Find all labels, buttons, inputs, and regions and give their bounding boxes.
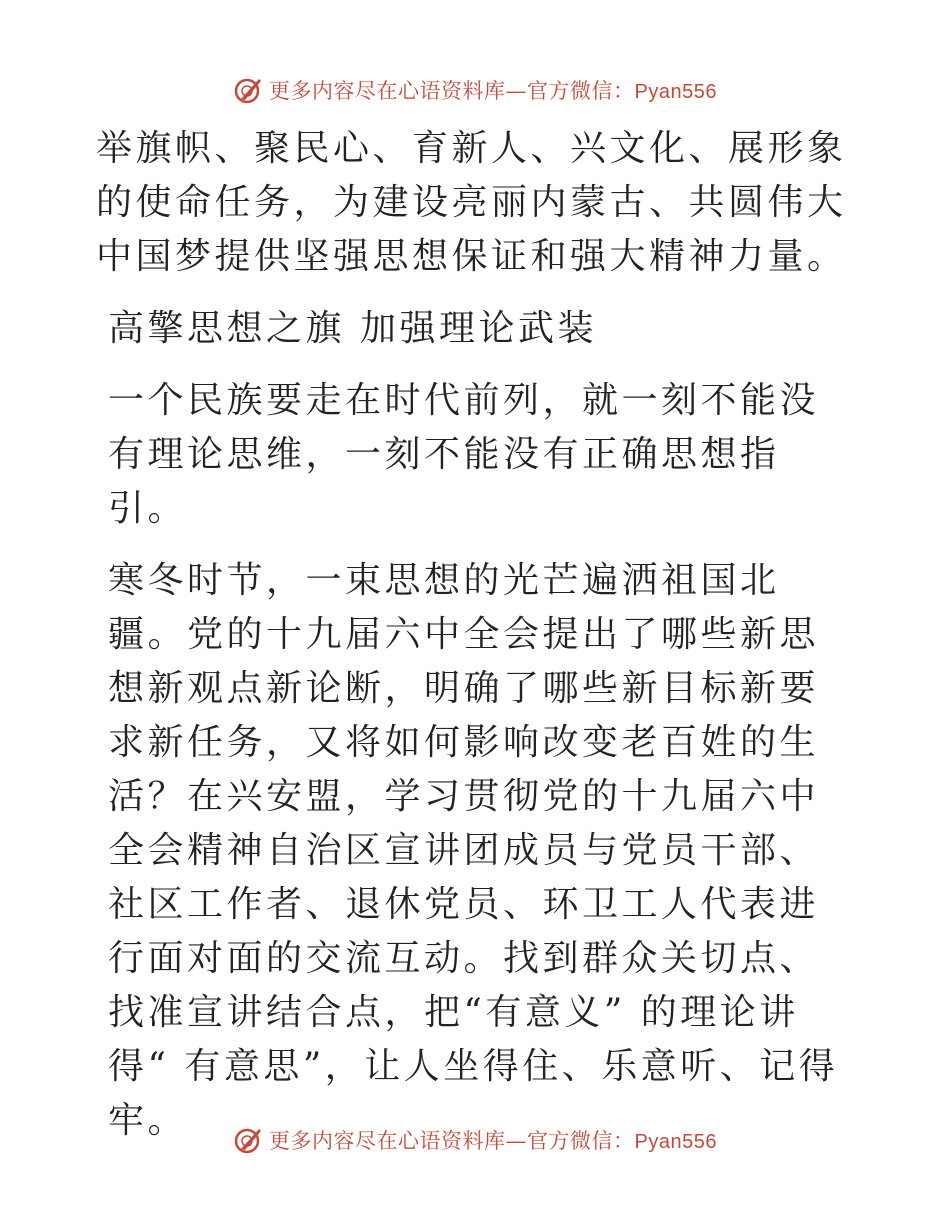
banner-text: 更多内容尽在心语资料库—官方微信：Pyan556 [269,79,717,103]
paragraph-winter: 寒冬时节，一束思想的光芒遍洒祖国北疆。党的十九届六中全会提出了哪些新思想新观点新论断，明确了哪些新目标新要求新任务，又将如何影响改变老百姓的生活？在兴安盟，学习贯彻党的十九届六中全会精神自治区宣讲团成员与党员干部、社区工作者、退休党员、环卫工人代表进行面对面的交流互动。找到群众关切点、找准宣讲结合点，把“有意义” 的理论讲得“ 有意思”，让人坐得住、乐意听、记得牢。 [108,560,839,1141]
section-heading: 高擎思想之旗 加强理论武装 [108,308,597,349]
quill-logo-icon [233,1125,263,1155]
paragraph-mission: 举旗帜、聚民心、育新人、兴文化、展形象的使命任务，为建设亮丽内蒙古、共圆伟大中国梦提供坚强思想保证和强大精神力量。 [96,128,847,277]
footer-banner [0,1120,950,1160]
header-banner [0,70,950,110]
wechat-handle: Pyan556 [634,1131,717,1153]
paragraph-theory: 一个民族要走在时代前列，就一刻不能没有理论思维，一刻不能没有正确思想指引。 [108,380,820,529]
wechat-handle: Pyan556 [634,81,717,103]
banner-text: 更多内容尽在心语资料库—官方微信：Pyan556 [269,1129,717,1153]
quill-logo-icon [233,75,263,105]
document-body [96,122,856,1166]
